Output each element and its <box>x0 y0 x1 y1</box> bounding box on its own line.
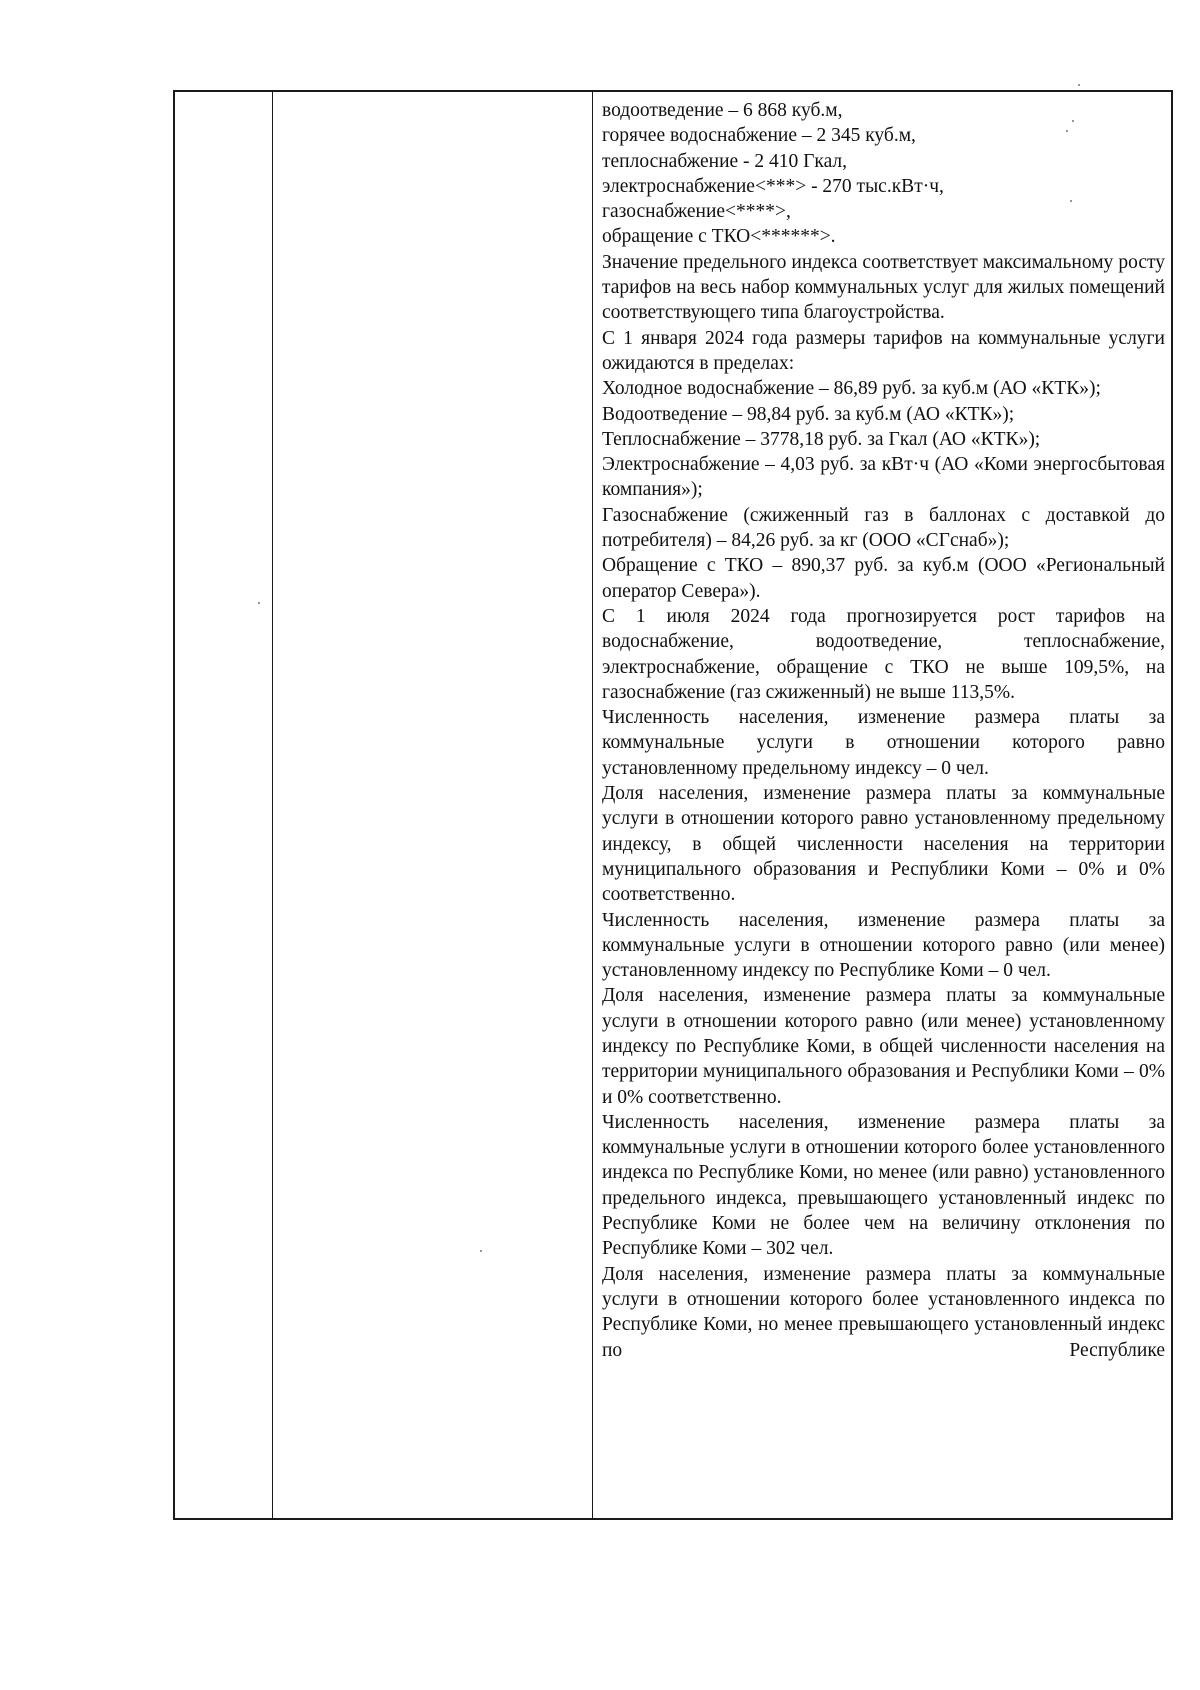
table-column-number <box>175 92 273 1518</box>
paragraph: Доля населения, изменение размера платы за коммунальные услуги в отношении которого равно установленному предельному индексу, в общей численности населения на территории муниципального образования и Республики Коми – 0% и 0% соответственно. <box>602 783 1165 906</box>
table-column-description <box>593 92 1171 1518</box>
paragraph: С 1 июля 2024 года прогнозируется рост тарифов на водоснабжение, водоотведение, теплоснабжение, электроснабжение, обращение с ТКО не выше 109,5%, на газоснабжение (газ сжиженный) не выше 113,5%. <box>602 605 1165 703</box>
paragraph: Теплоснабжение – 3778,18 руб. за Гкал (АО «КТК»); <box>602 428 1041 450</box>
paragraph: Доля населения, изменение размера платы за коммунальные услуги в отношении которого равно (или менее) установленному индексу по Республике Коми, в общей численности населения на территории муниципального образования и Республики Коми – 0% и 0% соответственно. <box>602 985 1165 1108</box>
paragraph: Доля населения, изменение размера платы за коммунальные услуги в отношении которого более установленного индекса по Республике Коми, но менее превышающего установленный индекс по Республике <box>602 1263 1165 1361</box>
paragraph: Значение предельного индекса соответствует максимальному росту тарифов на весь набор коммунальных услуг для жилых помещений соответствующего типа благоустройства. <box>602 251 1165 324</box>
cell-line: водоотведение – 6 868 куб.м, <box>602 100 843 121</box>
paragraph: Численность населения, изменение размера платы за коммунальные услуги в отношении которого более установленного индекса по Республике Коми, но менее (или равно) установленного предельного индекса, превышающего установленный индекс по Республике Коми не более чем на величину отклонения по Республике Коми – 302 чел. <box>602 1111 1165 1260</box>
scan-speck <box>1078 84 1080 86</box>
scan-speck <box>1070 200 1072 202</box>
paragraph: С 1 января 2024 года размеры тарифов на коммунальные услуги ожидаются в пределах: <box>602 327 1165 374</box>
scan-speck <box>1072 120 1074 122</box>
paragraph: Газоснабжение (сжиженный газ в баллонах с доставкой до потребителя) – 84,26 руб. за кг (ООО «СГснаб»); <box>602 504 1165 552</box>
cell-line: обращение с ТКО<******>. <box>602 226 836 248</box>
paragraph: Холодное водоснабжение – 86,89 руб. за куб.м (АО «КТК»); <box>602 378 1101 400</box>
cell-line: газоснабжение<****>, <box>602 201 791 223</box>
cell-line: теплоснабжение - 2 410 Гкал, <box>602 150 848 172</box>
cell-line: электроснабжение<***> - 270 тыс.кВт·ч, <box>602 175 944 197</box>
scan-speck <box>480 1250 482 1252</box>
table-column-name <box>273 92 593 1518</box>
paragraph: Водоотведение – 98,84 руб. за куб.м (АО «КТК»); <box>602 403 1015 425</box>
paragraph: Численность населения, изменение размера платы за коммунальные услуги в отношении которого равно установленному предельному индексу – 0 чел. <box>602 707 1165 779</box>
cell-line: горячее водоснабжение – 2 345 куб.м, <box>602 125 916 147</box>
table-frame <box>173 90 1173 1520</box>
paragraph: Обращение с ТКО – 890,37 руб. за куб.м (ООО «Региональный оператор Севера»). <box>602 555 1165 602</box>
scan-speck <box>258 602 260 604</box>
paragraph: Электроснабжение – 4,03 руб. за кВт·ч (АО «Коми энергосбытовая компания»); <box>602 454 1165 501</box>
paragraph: Численность населения, изменение размера платы за коммунальные услуги в отношении которого равно (или менее) установленному индексу по Республике Коми – 0 чел. <box>602 909 1165 982</box>
scan-speck <box>1066 130 1068 132</box>
